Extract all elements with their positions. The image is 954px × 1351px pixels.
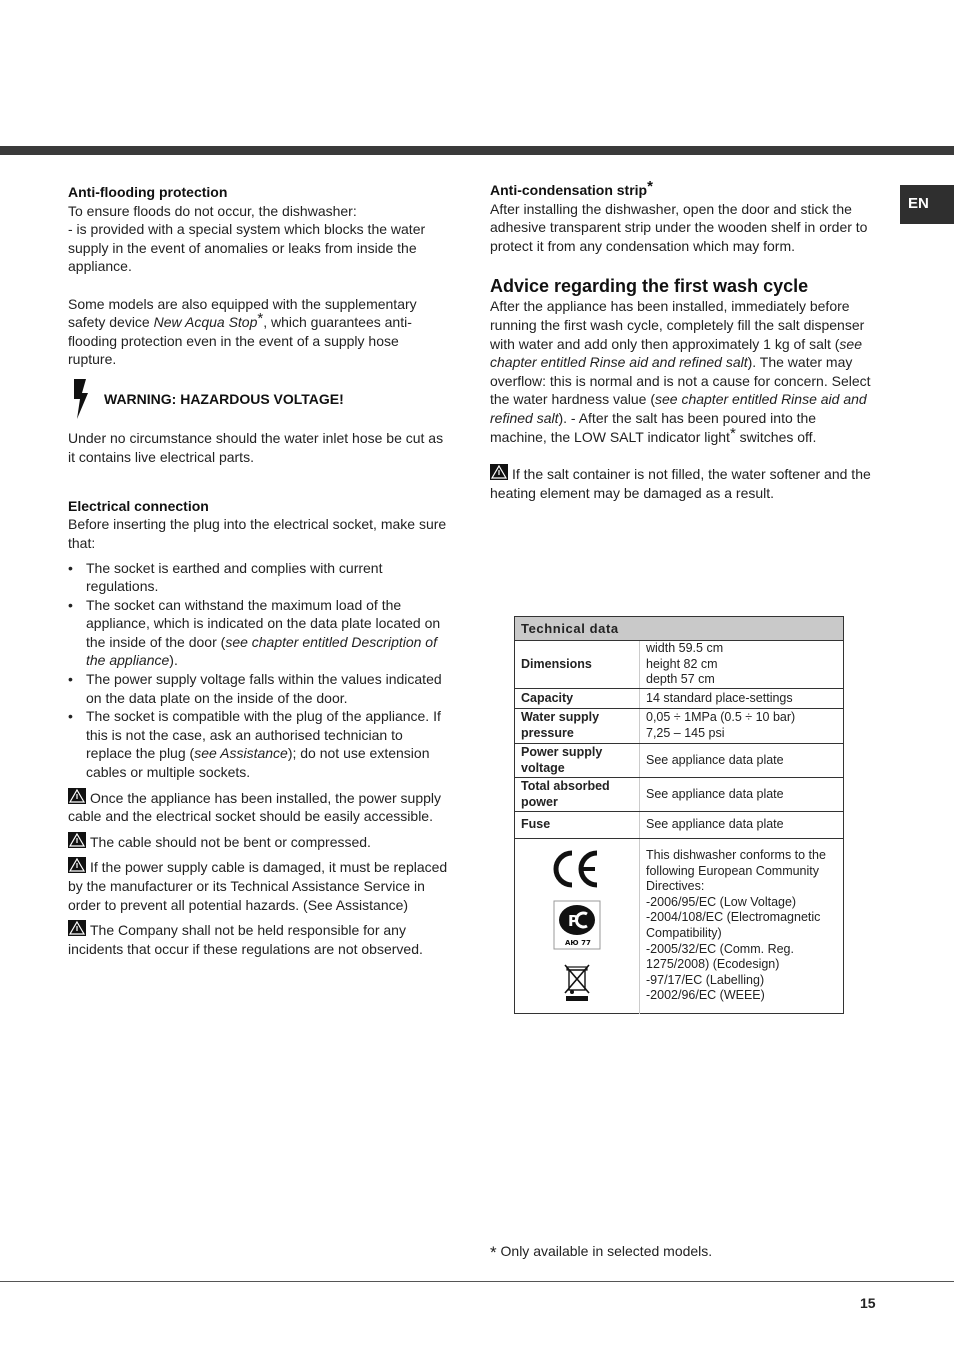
technical-data-table <box>514 616 844 1014</box>
table-value: See appliance data plate <box>640 778 844 812</box>
table-key: Fuse <box>515 812 640 839</box>
table-value: 14 standard place-settings <box>640 689 844 709</box>
first-wash-text: After the appliance has been installed, immediately before running the first wash cycle, completely fill the salt dispenser with water and add only then approximately 1 kg of salt (see chapter entitled Rinse aid and refined salt). The water may overflow: this is normal and is not a cause for concern. Select the water hardness value (see chapter entitled Rinse aid and refined salt). - After the salt has been poured into the machine, the LOW SALT indicator light* switches off. <box>490 298 871 445</box>
table-header-row <box>515 617 844 641</box>
table-row <box>515 689 844 709</box>
table-row <box>515 778 844 812</box>
caution-triangle-icon <box>68 788 86 804</box>
table-row <box>515 709 844 744</box>
table-value: 0,05 ÷ 1MPa (0.5 ÷ 10 bar) 7,25 – 145 psi <box>640 709 844 744</box>
caution-note: The cable should not be bent or compressed. <box>68 832 448 852</box>
first-wash-title: Advice regarding the first wash cycle <box>490 276 809 297</box>
table-row <box>515 812 844 839</box>
table-key: Total absorbed power <box>515 778 640 812</box>
list-item: • The socket is compatible with the plug of the appliance. If this is not the case, ask an authorised technician to replace the plug (see Assistance); do not use extension cables or multiple sockets. <box>68 707 448 781</box>
caution-note: Once the appliance has been installed, the power supply cable and the electrical socket should be easily accessible. <box>68 789 442 825</box>
caution-triangle-icon <box>68 920 86 936</box>
anti-flooding-item: - is provided with a special system which blocks the water supply in the event of anomalies or leaks from inside the appliance. <box>68 221 426 275</box>
electrical-title: Electrical connection <box>68 497 209 514</box>
left-column <box>68 183 448 958</box>
anti-condensation-text: After installing the dishwasher, open the door and stick the adhesive transparent strip under the wooden shelf in order to protect it from any condensation which may form. <box>490 200 868 254</box>
table-key: Power supply voltage <box>515 744 640 778</box>
anti-flooding-title: Anti-flooding protection <box>68 184 228 200</box>
table-key: Water supply pressure <box>515 709 640 744</box>
list-item: • The socket is earthed and complies with current regulations. <box>68 559 448 596</box>
electrical-intro: Before inserting the plug into the electrical socket, make sure that: <box>68 516 447 551</box>
table-value: See appliance data plate <box>640 744 844 778</box>
lightning-bolt-icon <box>68 377 94 421</box>
table-key: Capacity <box>515 689 640 709</box>
table-value: width 59.5 cm height 82 cm depth 57 cm <box>640 641 844 689</box>
language-tab: EN <box>900 185 954 224</box>
svg-text:P: P <box>568 912 579 930</box>
anti-flooding-intro: To ensure floods do not occur, the dishwasher: <box>68 202 357 219</box>
acqua-stop-paragraph: Some models are also equipped with the supplementary safety device New Acqua Stop*, which guarantees anti-flooding protection even in the event of a supply hose rupture. <box>68 295 417 368</box>
table-value: See appliance data plate <box>640 812 844 839</box>
caution-note: The Company shall not be held responsible for any incidents that occur if these regulations are not observed. <box>68 922 423 957</box>
certification-marks <box>515 839 640 1014</box>
conformity-text: This dishwasher conforms to the following European Community Directives: -2006/95/EC (Low Voltage) -2004/108/EC (Electromagnetic Compatibility) -2005/32/EC (Comm. Reg. 1275/2008) (Ecodesign) -97/17/EC (Labelling) -2002/96/EC (WEEE) <box>640 839 844 1014</box>
hazard-warning <box>68 377 448 421</box>
page-number: 15 <box>860 1295 876 1311</box>
table-row <box>515 641 844 689</box>
list-item: • The socket can withstand the maximum load of the appliance, which is indicated on the data plate located on the inside of the door (see chapter entitled Description of the appliance). <box>68 596 448 670</box>
weee-bin-icon <box>562 962 592 1002</box>
footer-rule <box>0 1281 954 1282</box>
caution-triangle-icon <box>490 464 508 480</box>
hazard-warning-text: Under no circumstance should the water inlet hose be cut as it contains live electrical parts. <box>68 429 444 465</box>
technical-data-header: Technical data <box>515 617 844 641</box>
footnote: * Only available in selected models. <box>490 1243 713 1262</box>
header-bar <box>0 146 954 155</box>
hazard-warning-title: WARNING: HAZARDOUS VOLTAGE! <box>104 390 344 407</box>
salt-warning-note: If the salt container is not filled, the water softener and the heating element may be damaged as a result. <box>490 466 871 501</box>
anti-condensation-title: Anti-condensation strip* <box>490 178 653 198</box>
table-row <box>515 744 844 778</box>
list-item: • The power supply voltage falls within the values indicated on the data plate on the inside of the door. <box>68 670 448 707</box>
ce-mark-icon <box>552 850 602 888</box>
right-column <box>490 178 872 502</box>
caution-triangle-icon <box>68 857 86 873</box>
svg-text:AЮ 77: AЮ 77 <box>565 939 591 947</box>
caution-note: If the power supply cable is damaged, it must be replaced by the manufacturer or its Technical Assistance Service in order to prevent all potential hazards. (See Assistance) <box>68 859 448 913</box>
table-key: Dimensions <box>515 641 640 689</box>
electrical-list <box>68 559 448 782</box>
table-row <box>515 839 844 1014</box>
caution-triangle-icon <box>68 832 86 848</box>
pct-cert-icon <box>553 900 601 950</box>
